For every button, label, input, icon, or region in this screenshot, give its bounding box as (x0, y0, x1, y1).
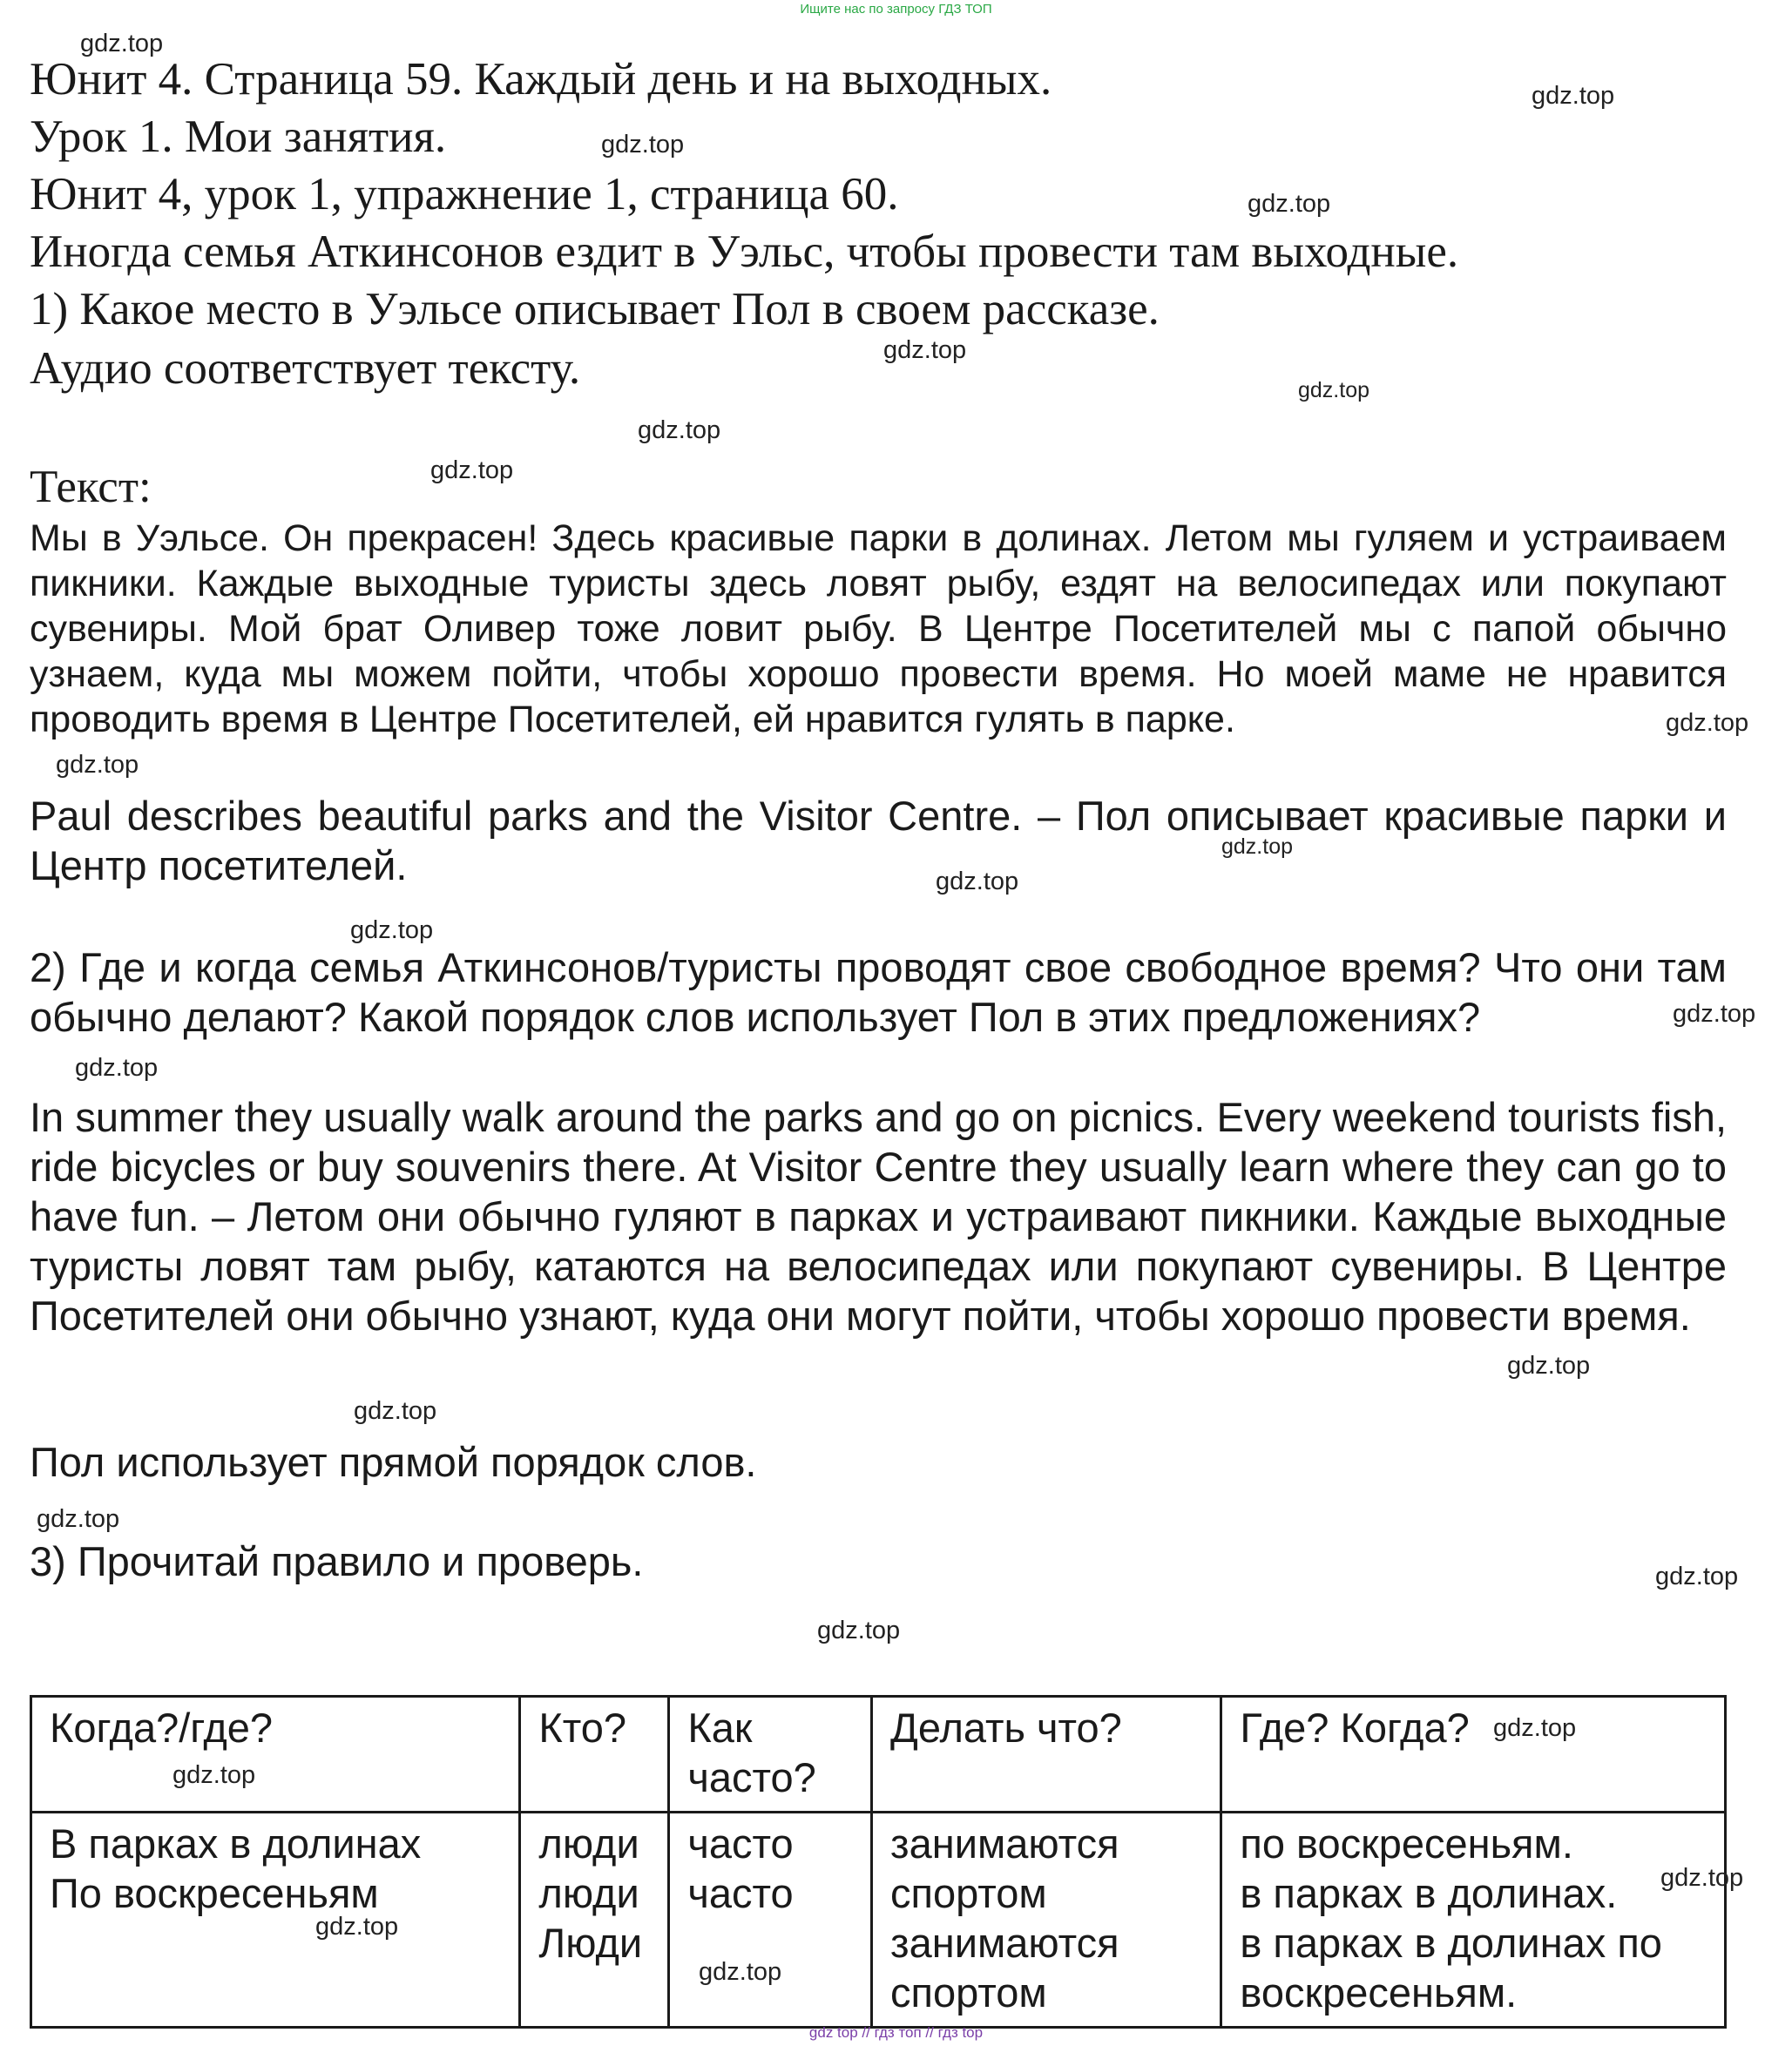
watermark: gdz.top (315, 1913, 399, 1941)
cell-when-where: В парках в долинах По воскресеньям (31, 1813, 520, 2028)
watermark: gdz.top (1673, 1000, 1756, 1028)
watermark: gdz.top (37, 1505, 120, 1533)
watermark: gdz.top (1655, 1563, 1739, 1590)
text-label: Текст: (30, 462, 152, 512)
cell-who: люди люди Люди (520, 1813, 669, 2028)
story-text: Мы в Уэльсе. Он прекрасен! Здесь красивые парки в долинах. Летом мы гуляем и устраиваем пикники. Каждые выходные туристы здесь ловят рыбу, ездят на велосипедах или покупают сувениры. Мой брат Оливер тоже ловит рыбу. В Центре Посетителей мы с папой обычно узнаем, куда мы можем пойти, чтобы хорошо провести время. Но моей маме не нравится проводить время в Центре Посетителей, ей нравится гулять в парке. (30, 517, 1727, 740)
header-who: Кто? (520, 1697, 669, 1813)
watermark: gdz.top (354, 1397, 437, 1425)
word-order-answer: Пол использует прямой порядок слов. (30, 1439, 757, 1485)
heading-exercise: Юнит 4, урок 1, упражнение 1, страница 60. (30, 169, 899, 219)
watermark: gdz.top (601, 131, 685, 159)
watermark: gdz.top (75, 1054, 159, 1082)
watermark: gdz.top (699, 1958, 782, 1986)
table-header-row (31, 1697, 1726, 1813)
cell-action: занимаются спортом занимаются спортом (872, 1813, 1221, 2028)
top-banner[interactable]: Ищите нас по запросу ГДЗ ТОП (800, 2, 992, 17)
watermark: gdz.top (1507, 1352, 1591, 1380)
header-action: Делать что? (872, 1697, 1221, 1813)
watermark: gdz.top (1298, 378, 1370, 402)
audio-note: Аудио соответствует тексту. (30, 343, 581, 394)
watermark: gdz.top (350, 916, 434, 944)
heading-unit: Юнит 4. Страница 59. Каждый день и на выходных. (30, 54, 1052, 105)
answer-1: Paul describes beautiful parks and the Visitor Centre. – Пол описывает красивые парки и Центр посетителей. (30, 793, 1727, 888)
header-when-where: Когда?/где? (31, 1697, 520, 1813)
intro-sentence: Иногда семья Аткинсонов ездит в Уэльс, чтобы провести там выходные. (30, 226, 1459, 277)
rule-table (30, 1695, 1727, 2029)
watermark: gdz.top (883, 336, 967, 364)
watermark: gdz.top (80, 30, 164, 57)
watermark: gdz.top (172, 1761, 256, 1789)
answer-2: In summer they usually walk around the parks and go on picnics. Every weekend tourists fish, ride bicycles or buy souvenirs there. At Visitor Centre they usually learn where they can go to have fun. – Летом они обычно гуляют в парках и устраивают пикники. Каждые выходные туристы ловят там рыбу, катаются на велосипедах или покупают сувениры. В Центре Посетителей они обычно узнают, куда они могут пойти, чтобы хорошо провести время. (30, 1094, 1727, 1339)
cell-how-often: часто часто (669, 1813, 872, 2028)
footer[interactable]: gdz top // гдз топ // гдз top (808, 2024, 984, 2041)
table-row (31, 1813, 1726, 2028)
cell-place-time: по воскресеньям. в парках в долинах. в парках в долинах по воскресеньям. (1221, 1813, 1726, 2028)
watermark: gdz.top (1248, 190, 1331, 218)
watermark: gdz.top (1532, 82, 1615, 110)
question-1: 1) Какое место в Уэльсе описывает Пол в своем рассказе. (30, 284, 1160, 334)
watermark: gdz.top (1493, 1714, 1577, 1742)
header-place-time: Где? Когда? (1221, 1697, 1726, 1813)
heading-lesson: Урок 1. Мои занятия. (30, 111, 447, 162)
question-3: 3) Прочитай правило и проверь. (30, 1538, 644, 1584)
question-2: 2) Где и когда семья Аткинсонов/туристы проводят свое свободное время? Что они там обычно делают? Какой порядок слов использует Пол в этих предложениях? (30, 944, 1727, 1040)
watermark: gdz.top (1221, 834, 1294, 859)
header-how-often: Как часто? (669, 1697, 872, 1813)
watermark: gdz.top (56, 751, 139, 779)
watermark: gdz.top (430, 456, 514, 484)
watermark: gdz.top (638, 416, 721, 444)
watermark: gdz.top (1660, 1864, 1744, 1892)
watermark: gdz.top (817, 1617, 901, 1644)
watermark: gdz.top (936, 868, 1019, 895)
watermark: gdz.top (1666, 709, 1749, 737)
